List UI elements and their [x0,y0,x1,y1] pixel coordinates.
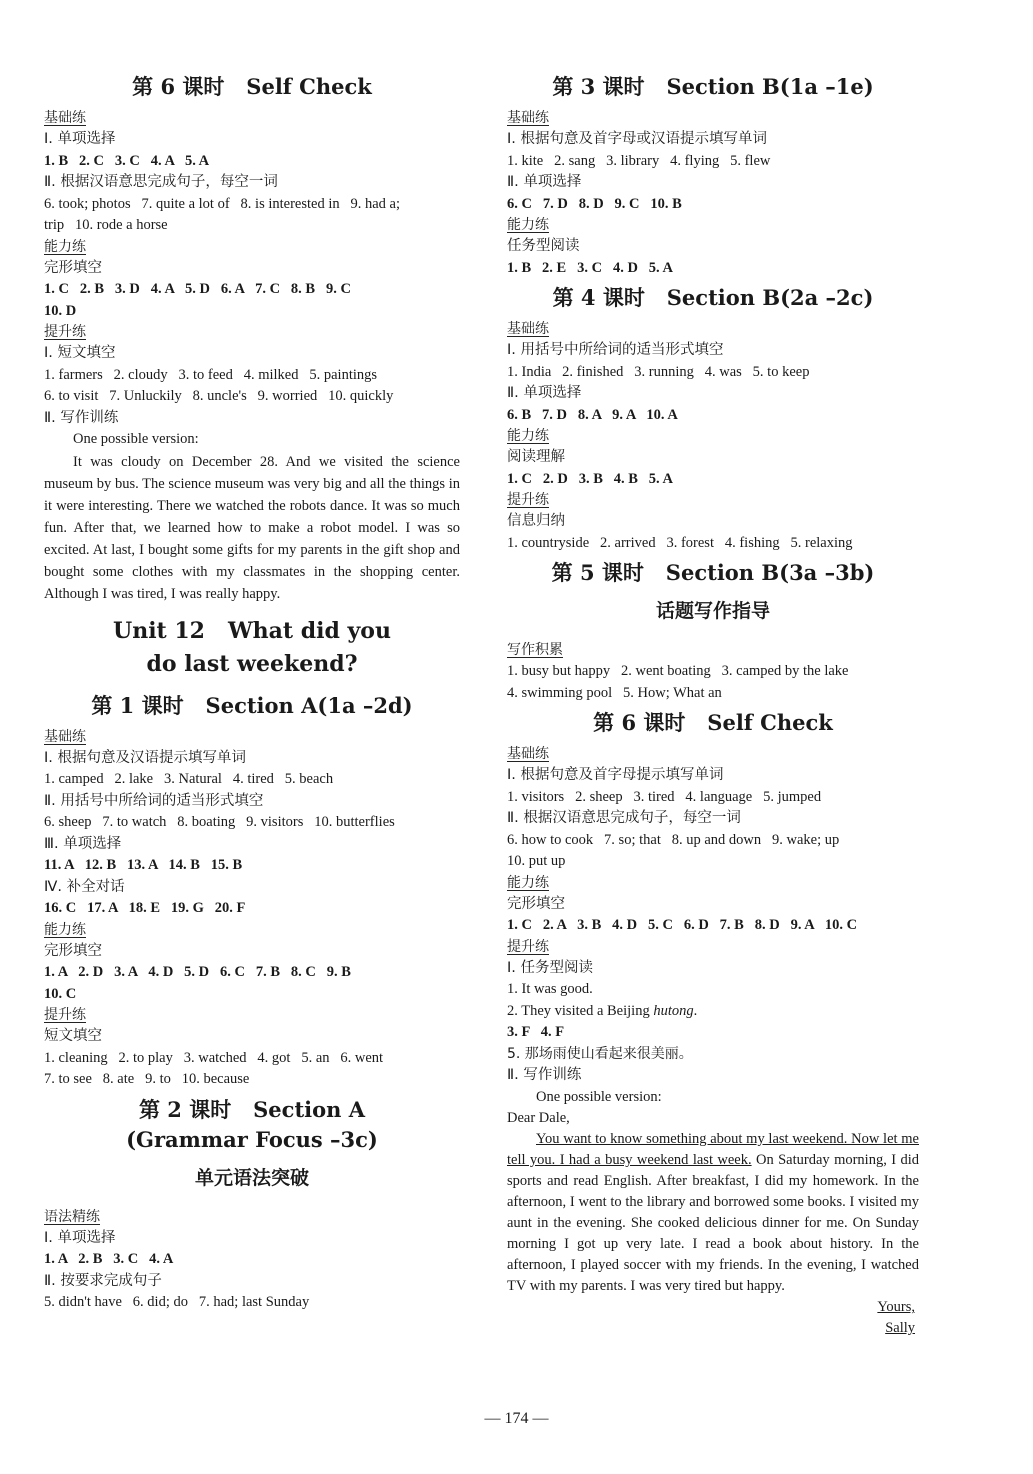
answer-line: 1. cleaning 2. to play 3. watched 4. got 5. an 6. went [44,1049,384,1066]
section-title: Ⅱ. 单项选择 [507,174,582,190]
answer-line: 11. A 12. B 13. A 14. B 15. B [44,857,243,873]
answer-line: 6. B 7. D 8. A 9. A 10. A [507,406,678,423]
letter-underlined-sentence: You want to know something about my last weekend. Now let me tell you. I had a busy weekend last week. [507,1131,919,1168]
level-label: 基础练 [44,728,86,745]
answer-line: 1. visitors 2. sheep 3. tired 4. language 5. jumped [507,788,822,805]
section-title: 任务型阅读 [507,238,580,254]
lesson-heading: 第 6 课时 Self Check [593,710,833,735]
level-label: 基础练 [507,110,549,126]
level-label: 能力练 [44,238,86,255]
answer-line: 5. didn't have 6. did; do 7. had; last Sunday [44,1294,310,1310]
answer-line: 1. kite 2. sang 3. library 4. flying 5. flew [507,152,771,169]
section-title: 完形填空 [44,259,102,276]
left-column [44,68,460,1314]
sample-letter [507,1108,919,1339]
section-title: Ⅱ. 根据汉语意思完成句子，每空一词 [507,810,741,826]
answer-italic-word: hutong [653,1002,694,1019]
answer-line: 1. B 2. C 3. C 4. A 5. A [44,152,210,169]
answer-text: . [693,1002,698,1019]
lesson-heading: 第 6 课时 Self Check [132,74,372,99]
letter-signature: Sally [885,1320,915,1336]
answer-line: 1. A 2. D 3. A 4. D 5. D 6. C 7. B 8. C 9. B [44,964,351,980]
section-title: Ⅰ. 根据句意及首字母提示填写单词 [507,767,724,783]
section-title: Ⅲ. 单项选择 [44,835,122,852]
answer-line: 1. busy but happy 2. went boating 3. camped by the lake [507,663,849,679]
version-label: One possible version: [536,1088,662,1105]
answer-text: 2. They visited a Beijing [507,1002,654,1019]
page-number: — 174 — [484,1410,549,1427]
unit-title [44,615,460,681]
answer-line [507,1001,919,1023]
answer-line: 1. countryside 2. arrived 3. forest 4. fishing 5. relaxing [507,534,853,551]
section-title: Ⅱ. 单项选择 [507,385,582,401]
answer-line: 10. C [44,985,77,1002]
lesson-heading: 第 1 课时 Section A(1a –2d) [91,692,413,718]
answer-line: 4. swimming pool 5. How; What an [507,684,722,701]
section-title: Ⅰ. 单项选择 [44,1229,116,1246]
level-label: 能力练 [507,217,549,233]
level-label: 能力练 [507,428,549,444]
lesson-heading: 第 3 课时 Section B(1a –1e) [552,74,874,99]
answer-line: 6. how to cook 7. so; that 8. up and down 9. wake; up [507,831,840,848]
answer-line: 16. C 17. A 18. E 19. G 20. F [44,900,246,916]
section-title: 阅读理解 [507,449,565,465]
answer-line: 10. D [44,302,77,319]
level-label: 语法精练 [44,1208,100,1225]
lesson-heading: 第 2 课时 Section A [138,1096,366,1122]
answer-line: 1. C 2. B 3. D 4. A 5. D 6. A 7. C 8. B 9. C [44,281,351,297]
answer-line: trip 10. rode a horse [44,217,168,233]
section-title: Ⅱ. 用括号中所给词的适当形式填空 [44,792,264,809]
level-label: 写作积累 [507,642,563,658]
section-title: 短文填空 [44,1028,102,1044]
section-title: Ⅰ. 单项选择 [44,131,116,147]
answer-line: 1. A 2. B 3. C 4. A [44,1251,174,1267]
section-title: Ⅰ. 短文填空 [44,345,116,361]
lesson-heading: 第 4 课时 Section B(2a –2c) [552,285,874,310]
answer-line: 6. to visit 7. Unluckily 8. uncle's 9. worried 10. quickly [44,388,394,404]
answer-line: 1. C 2. D 3. B 4. B 5. A [507,470,673,487]
section-title: 信息归纳 [507,513,565,529]
level-label: 基础练 [507,321,549,337]
section-title: Ⅳ. 补全对话 [44,878,125,895]
section-title: 完形填空 [44,942,102,959]
unit-title-line: do last weekend? [146,650,358,677]
section-title: Ⅰ. 根据句意及汉语提示填写单词 [44,749,246,766]
answer-line: 5. 那场雨使山看起来很美丽。 [507,1045,693,1062]
section-title: Ⅱ. 写作训练 [44,409,119,426]
answer-line: 3. F 4. F [507,1024,565,1040]
answer-line: 10. put up [507,853,566,869]
section-title: Ⅱ. 根据汉语意思完成句子，每空一词 [44,174,278,190]
answer-line: 1. C 2. A 3. B 4. D 5. C 6. D 7. B 8. D 9. A 10. C [507,917,858,933]
answer-line: 1. B 2. E 3. C 4. D 5. A [507,259,673,276]
level-label: 提升练 [507,492,549,508]
answer-line: 1. It was good. [507,981,593,997]
lesson-heading: 第 5 课时 Section B(3a –3b) [551,560,875,585]
level-label: 能力练 [507,874,549,891]
section-title: 完形填空 [507,895,565,912]
answer-line: 6. C 7. D 8. D 9. C 10. B [507,195,682,212]
letter-greeting: Dear Dale, [507,1110,570,1126]
answer-line: 6. sheep 7. to watch 8. boating 9. visitors 10. butterflies [44,814,395,830]
sample-essay: It was cloudy on December 28. And we visited the science museum by bus. The science museum was very big and all the things in it were interesting. There we watched the robots dance. It was so much fun. After that, we learned how to make a robot model. I was so excited. At last, I bought some gifts for my parents in the gift shop and bought some clothes with my classmates in the shopping center. Although I was tired, I was really happy. [44,453,460,602]
letter-body-text: On Saturday morning, I did sports and read English. After breakfast, I did my homework. In the afternoon, I went to the library and borrowed some books. I visited my aunt in the evening. She cooked delicious dinner for me. On Sunday morning I got up very late. I read a book about history. In the afternoon, I played soccer with my friends. In the evening, I watched TV with my parents. I was very tired but happy. [507,1152,919,1294]
letter-body [507,1129,919,1297]
topic-heading: 单元语法突破 [194,1166,309,1189]
level-label: 提升练 [44,1007,86,1023]
section-title: Ⅱ. 按要求完成句子 [44,1272,162,1289]
version-label: One possible version: [73,431,199,447]
section-title: Ⅱ. 写作训练 [507,1067,582,1083]
right-column [507,68,919,1339]
level-label: 提升练 [507,938,549,955]
answer-line: 6. took; photos 7. quite a lot of 8. is interested in 9. had a; [44,195,401,212]
section-title: Ⅰ. 用括号中所给词的适当形式填空 [507,342,724,358]
answer-line: 1. India 2. finished 3. running 4. was 5. to keep [507,363,810,380]
unit-title-line: Unit 12 What did you [113,617,391,644]
answer-line: 1. camped 2. lake 3. Natural 4. tired 5. beach [44,771,334,787]
level-label: 能力练 [44,921,86,938]
level-label: 提升练 [44,324,86,340]
answer-line: 1. farmers 2. cloudy 3. to feed 4. milked 5. paintings [44,366,378,383]
answer-line: 7. to see 8. ate 9. to 10. because [44,1071,250,1087]
letter-closing: Yours, [877,1299,915,1315]
section-title: Ⅰ. 根据句意及首字母或汉语提示填写单词 [507,131,767,147]
lesson-heading: (Grammar Focus –3c) [126,1126,378,1152]
section-title: Ⅰ. 任务型阅读 [507,959,593,976]
topic-heading: 话题写作指导 [655,600,770,622]
level-label: 基础练 [507,746,549,762]
level-label: 基础练 [44,110,86,126]
